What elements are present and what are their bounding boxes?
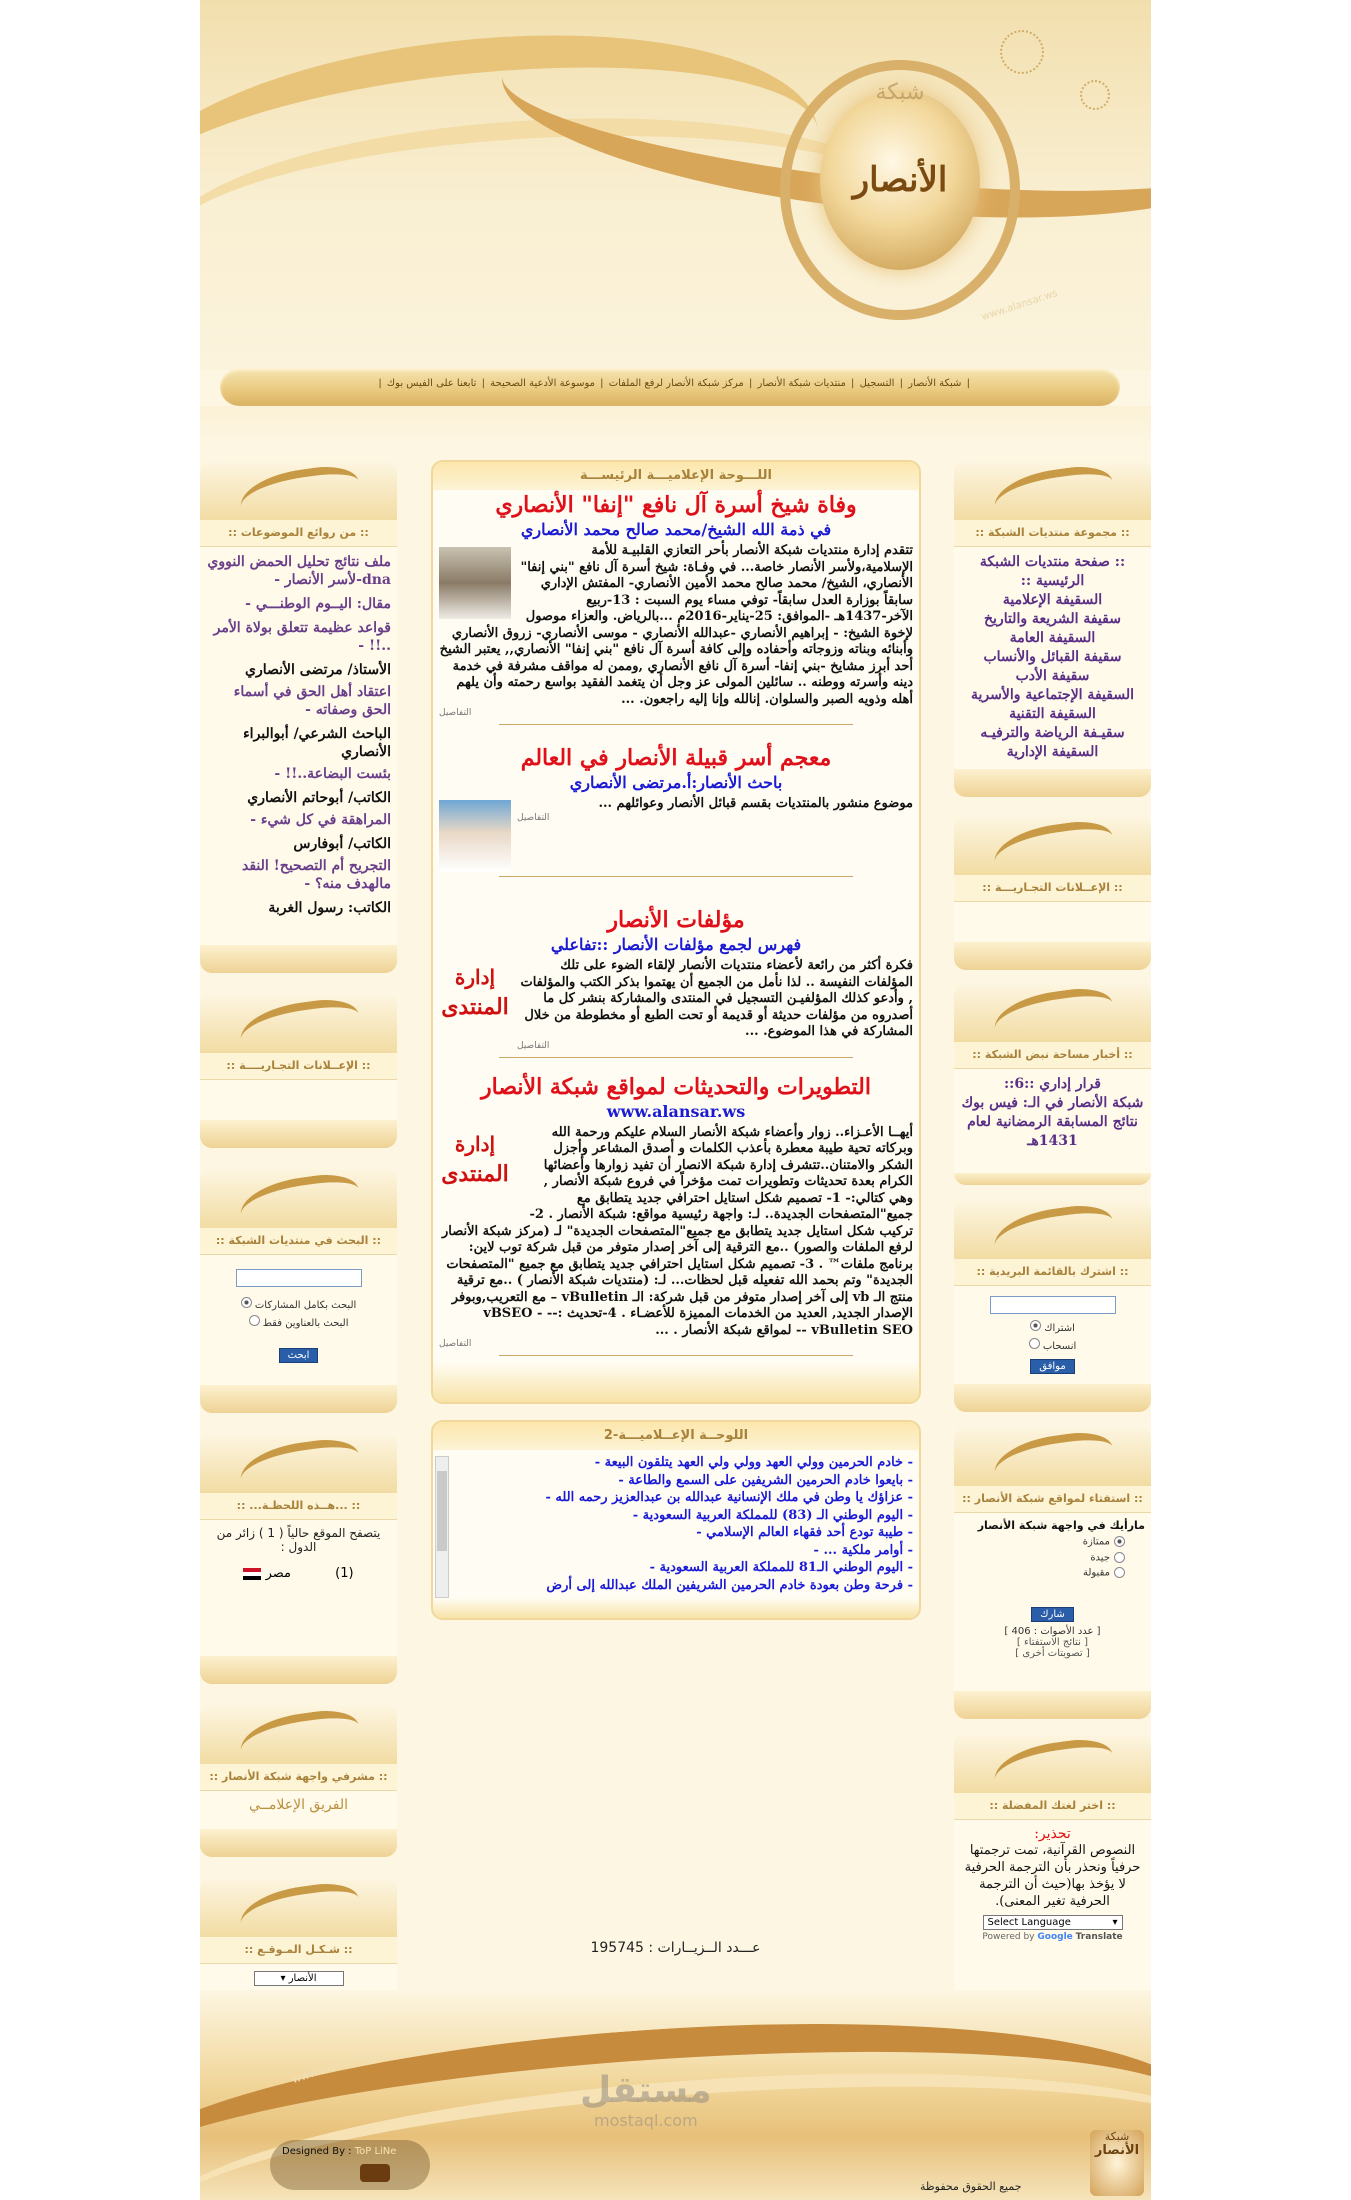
article-subtitle: www.alansar.ws	[606, 1101, 746, 1121]
badge-line: المنتدى	[441, 1160, 509, 1187]
nav-link[interactable]: موسوعة الأدعية الصحيحة	[490, 378, 595, 389]
news-item[interactable]: - اليوم الوطني الـ (83) للمملكة العربية السعودية -	[632, 1507, 913, 1523]
forum-link[interactable]: السقيفة الإجتماعية والأسرية	[971, 687, 1134, 703]
supervisors-box	[200, 1704, 397, 1857]
article-title[interactable]: معجم أسر قبيلة الأنصار في العالم	[520, 745, 832, 771]
now-line: يتصفح الموقع حالياً ( 1 ) زائر من الدول :	[216, 1526, 381, 1554]
article-body: فكرة أكثر من رائعة لأعضاء منتديات الأنصار لإلقاء الضوء على تلك المؤلفات النفيسة .. لذا نأمل من الجميع أن يهتموا بذكر الكتب والمؤلفات , وأدعو كذلك المؤلفيـن التسجيل في المنتدى والمشاركة بنشر كل ما أصدروه من مؤلفات حديثة أو قديمة أو تحت الطبع أو مخطوطة من خلال المشاركة في هذا الموضوع. ...	[520, 958, 913, 1039]
nav-link[interactable]: تابعنا على الفيس بوك	[386, 378, 477, 389]
designed-by-label: Designed By :	[282, 2146, 352, 2157]
forums-box	[954, 460, 1151, 797]
forum-link[interactable]: سقيـفة الرياضة والترفيـه	[980, 725, 1125, 741]
search-title: :: البحث في منتديات الشبكة ::	[200, 1228, 397, 1255]
warning-label: تحذير:	[1034, 1826, 1071, 1842]
article-body: أيهــا الأعـزاء.. زوار وأعضاء شبكة الأنصار السلام عليكم ورحمة الله وبركاته تحية طيبة معطرة بأعذب الكلمات و أصدق المشاعر وأجزل الشكر والامتنان..تتشرف إدارة شبكة الانصار أن تفيد زوارها وأعضائها الكرام بعدة تحديثات وتطويرات تمت مؤخراً في فروع شبكة الأنصار , وهي كتالي:- 1- تصميم شكل استايل احترافي جديد يتطابق مع جميع"المتصفحات الجديدة.. لـ: واجهة رئيسية مواقع: شبكة الأنصار . 2- تركيب شكل استايل جديد يتطابق مع جميع"المتصفحات الجديدة" لـ (مركز شبكة الأنصار لرفع الملفات والصور) ..مع الترقية إلى آخر إصدار متوفر من قبل شركة توب لاين: برنامج ملفات™ . 3- تصميم شكل استايل احترافي جديد يتطابق مع جميع "المتصفحات الجديدة" وتم بحمد الله تفعيله قبل لحظات... لـ: (منتديات شبكة الأنصار ) ..مع ترقية منتج الـ vb إلى آخر إصدار متوفر من قبل شركة: الـ vBulletin – مع التعريب,وبوفر الإصدار الجديد, العديد من الخدمات المميزة للأعضـاء . 4-تحديث :-- vBSEO - vBulletin SEO -- لمواقع شبكة الأنصار . ...	[441, 1124, 913, 1338]
forum-link[interactable]: :: صفحة منتديات الشبكة الرئيسية ::	[979, 554, 1126, 589]
forum-link[interactable]: السقيفة العامة	[1009, 630, 1096, 646]
logo[interactable]	[820, 80, 980, 270]
search-option-full: البحث بكامل المشاركات	[254, 1300, 357, 1311]
logo-big-text: الأنصار	[852, 160, 948, 200]
badge-line: إدارة	[454, 965, 496, 989]
mail-submit-button[interactable]: موافق	[1030, 1359, 1074, 1374]
article-4	[433, 1072, 919, 1363]
header-watermark: www.alansar.ws	[980, 288, 1060, 323]
poll-other-link[interactable]: [ تصويتات أخرى ]	[1015, 1647, 1090, 1659]
unsubscribe-label: انسحاب	[1042, 1341, 1077, 1352]
subscribe-label: اشتراك	[1044, 1323, 1075, 1334]
badge-line: المنتدى	[441, 994, 509, 1020]
poll-option	[960, 1536, 1125, 1548]
article-subtitle: فهرس لجمع مؤلفات الأنصار ::تفاعلي	[550, 935, 802, 954]
poll-results-link[interactable]: [ نتائج الاستفتاء ]	[1016, 1636, 1089, 1648]
treasures-box	[200, 460, 397, 973]
footer	[200, 1990, 1151, 2200]
mostaql-text: مستقل	[580, 2070, 712, 2111]
forums-title: :: مجموعة منتديات الشبكة ::	[954, 520, 1151, 547]
poll-vote-button[interactable]: شارك	[1031, 1607, 1074, 1622]
scrollbar[interactable]	[435, 1456, 449, 1598]
google-logo: Google	[1037, 1932, 1073, 1942]
poll-radio[interactable]	[1114, 1552, 1125, 1563]
treasure-link[interactable]: التجريح أم التصحيح! النقد مالهدف منه؟ -	[241, 858, 391, 892]
left-column	[200, 460, 397, 2048]
right-ads-box	[954, 815, 1151, 970]
treasure-link[interactable]: قواعد عظيمة تتعلق بولاة الأمر ..!! -	[213, 620, 391, 654]
poll-option-label: مقبولة	[1082, 1567, 1110, 1579]
forum-link[interactable]: السقيفة الإدارية	[1006, 744, 1099, 760]
copyright: جميع الحقوق محفوظة	[920, 2180, 1022, 2193]
article-body: تتقدم إدارة منتديات شبكة الأنصار بأحر التعازي القلبيـة للأمة الإسلامية،ولأسر الأنصار خاصة... في وفـاة: شيخ أسرة آل نافع "بني إنفا" الأنصاري، الشيخ/ محمد صالح محمد الأمين الأنصاري- المفتش الإداري سابقاً بوزارة العدل سابقاً- توفي مساء يوم السبت : 13-ربيع الآخر-1437هـ -الموافق: 25-يناير-2016م ...بالرياض. والعزاء موصول لإخوة الشيخ: - إبراهيم الأنصاري -عبدالله الأنصاري - موسى الأنصاري- زروق الأنصاري وأبنائه وبناته وزوجاته وأحفاده وإلى كافة أسرة آل نافع "بني إنفا" الأنصاري,, يعتبر الشيخ أحد أبرز مشايخ -بني إنفا- أسرة آل نافع الأنصاري ,وممن له مواقف مشرفة في خدمة دينه وأسرته ووطنه .. سائلين المولى عز وجل أن يتغمد الفقيد بواسع رحمته وأن يلهم أهله وذويه الصبر والسلوان. إنالله وإنا إليه راجعون. ...	[439, 543, 913, 707]
nav-link[interactable]: مركز شبكة الأنصار لرفع الملفات	[608, 378, 744, 389]
poll-options	[960, 1536, 1125, 1579]
left-ads-title: :: الإعــلانات التجـاريــــة ::	[200, 1053, 397, 1080]
treasure-author: الأستاذ/ مرتضى الأنصاري	[244, 662, 391, 678]
theme-title: :: شـكـل المـوقـع ::	[200, 1937, 397, 1964]
ornament	[1000, 30, 1044, 74]
search-button[interactable]: ابحث	[279, 1348, 319, 1363]
treasure-link[interactable]: مقال: اليــوم الوطنـــي -	[245, 596, 391, 612]
supervisors-title: :: مشرفي واجهة شبكة الأنصار ::	[200, 1764, 397, 1791]
article-subtitle: في ذمة الله الشيخ/محمد صالح محمد الأنصاري	[520, 520, 832, 539]
radio-subscribe[interactable]	[1030, 1320, 1041, 1331]
article-title[interactable]: وفاة شيخ أسرة آل نافع "إنفا" الأنصاري	[495, 492, 857, 518]
poll-option-label: ممتازة	[1082, 1536, 1110, 1548]
language-select[interactable]	[983, 1915, 1123, 1930]
details-link[interactable]: التفاصيل	[517, 812, 550, 823]
forum-link[interactable]: السقيفة التقنية	[1009, 706, 1096, 722]
poll-option-label: جيدة	[1090, 1552, 1110, 1563]
poll-option	[960, 1552, 1125, 1564]
treasure-link[interactable]: المراهقة في كل شيء -	[250, 812, 391, 828]
article-2	[433, 743, 919, 883]
topline-logo-icon[interactable]	[360, 2164, 390, 2182]
poll-radio[interactable]	[1114, 1567, 1125, 1578]
news-item[interactable]: - خادم الحرمين وولي العهد وولي ولي العهد يتلقون البيعة -	[594, 1455, 913, 1470]
warning-text: النصوص القرآنية، تمت ترجمتها حرفياً ونحذر بأن الترجمة الحرفية لا يؤخذ بها(حيث أن الترجمة الحرفية تغير المعنى).	[964, 1843, 1141, 1909]
visitor-count: (1)	[335, 1566, 354, 1581]
news-item[interactable]: - طيبة تودع أحد فقهاء العالم الإسلامي -	[696, 1525, 913, 1540]
nav-link[interactable]: التسجيل	[859, 378, 895, 389]
translate-link[interactable]: Translate	[1075, 1932, 1123, 1942]
dropdown-arrow-icon: ▾	[280, 1973, 286, 1984]
language-selected: Select Language	[987, 1917, 1071, 1928]
pulse-news-title: :: أخبار مساحة نبض الشبكة ::	[954, 1042, 1151, 1069]
nav-links: | شبكة الأنصار | التسجيل | منتديات شبكة الأنصار | مركز شبكة الأنصار لرفع الملفات | موسوعة الأدعية الصحيحة | تابعنا على الفيس بوك |	[378, 378, 970, 389]
media-team-link[interactable]: الفريق الإعلامــي	[249, 1797, 348, 1813]
article-title[interactable]: مؤلفات الأنصار	[607, 907, 745, 933]
poll-votes: [ عدد الأصوات : 406 ]	[1004, 1625, 1101, 1637]
theme-select[interactable]	[254, 1971, 344, 1986]
treasure-author: الكاتب: رسول الغربة	[268, 900, 391, 916]
powered-by: Powered by	[982, 1932, 1035, 1942]
news-item[interactable]: - أوامر ملكية ... -	[813, 1542, 913, 1558]
search-input[interactable]	[236, 1269, 362, 1287]
badge-line: إدارة	[454, 1131, 496, 1156]
forum-link[interactable]: سقيفة الشريعة والتاريخ	[984, 611, 1121, 627]
nav-link[interactable]: منتديات شبكة الأنصار	[757, 378, 846, 389]
treasure-author: الكاتب/ أبوحاتم الأنصاري	[247, 790, 391, 806]
pulse-news-link[interactable]: نتائج المسابقة الرمضانية لعام 1431هـ	[967, 1114, 1138, 1149]
egypt-flag-icon	[243, 1568, 261, 1580]
forums-list	[954, 547, 1151, 769]
forum-link[interactable]: سقيفة القبائل والأنساب	[983, 649, 1122, 665]
mostaql-watermark	[580, 2070, 712, 2130]
board-2	[431, 1420, 921, 1620]
visit-counter: عـــدد الــزيــارات : 195745	[590, 1940, 761, 1956]
pulse-news-link[interactable]: قرار إداري ::6::	[1004, 1076, 1101, 1092]
forum-link[interactable]: السقيفة الإعلامية	[1002, 592, 1103, 608]
footer-logo-big: الأنصار	[1094, 2143, 1140, 2158]
pulse-news-box	[954, 982, 1151, 1185]
article-body: موضوع منشور بالمنتديات بقسم قبائل الأنصار وعوائلهم ...	[598, 796, 913, 811]
treasures-title: :: من روائع الموضوعات ::	[200, 520, 397, 547]
now-box	[200, 1433, 397, 1684]
details-link[interactable]: التفاصيل	[517, 1040, 550, 1051]
designer-name[interactable]: ToP LiNe	[354, 2146, 397, 2157]
header-banner	[200, 0, 1151, 370]
article-subtitle: باحث الأنصار:أ.مرتضى الأنصاري	[569, 773, 783, 792]
left-ads-box	[200, 993, 397, 1148]
language-title: :: اختر لغتك المفضلة ::	[954, 1793, 1151, 1820]
center-column	[431, 460, 921, 1620]
radio-unsubscribe[interactable]	[1029, 1338, 1040, 1349]
nav-link[interactable]: شبكة الأنصار	[908, 378, 962, 389]
news-item[interactable]: - اليوم الوطني الـ81 للمملكة العربية السعودية -	[649, 1560, 913, 1575]
email-field[interactable]	[990, 1296, 1116, 1314]
poll-box	[954, 1426, 1151, 1719]
details-link[interactable]: التفاصيل	[439, 708, 472, 718]
news-item[interactable]: - فرحة وطن بعودة خادم الحرمين الشريفين الملك عبدالله إلى أرض	[546, 1577, 913, 1593]
poll-option	[960, 1567, 1125, 1579]
search-box	[200, 1168, 397, 1413]
treasure-author: الباحث الشرعي/ أبوالبراء الأنصاري	[243, 726, 391, 760]
pulse-news-list	[954, 1069, 1151, 1173]
now-title: :: ...هــذه اللحظـة... ::	[200, 1493, 397, 1520]
details-link[interactable]: التفاصيل	[439, 1339, 472, 1349]
treasure-link[interactable]: بئست البضاعة..!! -	[274, 766, 391, 782]
poll-radio[interactable]	[1114, 1536, 1125, 1547]
footer-logo-small: شبكة	[1104, 2130, 1130, 2143]
dropdown-arrow-icon: ▾	[1112, 1917, 1118, 1928]
logo-small-text: شبكة	[875, 80, 925, 105]
right-ads-title: :: الإعــلانات التجـاريـــة ::	[954, 875, 1151, 902]
main-board	[431, 460, 921, 1404]
right-column	[954, 460, 1151, 2038]
main-nav	[220, 368, 1120, 406]
mailing-title: :: اشترك بالقائمة البريدية ::	[954, 1259, 1151, 1286]
article-1	[433, 490, 919, 731]
sheikh-photo	[439, 547, 511, 619]
language-box	[954, 1733, 1151, 2018]
theme-selected: الأنصار	[288, 1973, 317, 1984]
researcher-photo	[439, 800, 511, 872]
mailing-box	[954, 1199, 1151, 1412]
country-name: مصر	[265, 1566, 291, 1581]
board-2-title: اللوحــة الإعــلاميـــة-2	[433, 1422, 919, 1450]
search-option-titles: البحث بالعناوين فقط	[262, 1318, 349, 1329]
treasure-author: الكاتب/ أبوفارس	[293, 836, 391, 852]
article-3	[433, 905, 919, 1064]
treasure-link[interactable]: اعتقاد أهل الحق في أسماء الحق وصفاته -	[233, 684, 391, 718]
treasure-link[interactable]: ملف نتائج تحليل الحمض النووي dna-لأسر الأنصار -	[207, 554, 391, 588]
poll-question: مارأيك في واجهة شبكة الأنصار	[977, 1519, 1145, 1532]
poll-title: :: استفتاء لمواقع شبكة الأنصار ::	[954, 1486, 1151, 1513]
page	[200, 0, 1151, 2200]
radio-full[interactable]	[241, 1297, 252, 1308]
footer-watermark: www.alansar.ws	[290, 2046, 378, 2087]
news-item[interactable]: - عزاؤك يا وطن في ملك الإنسانية عبدالله بن عبدالعزيز رحمه الله -	[545, 1490, 913, 1505]
article-title[interactable]: التطويرات والتحديثات لمواقع شبكة الأنصار	[481, 1073, 871, 1100]
footer-logo[interactable]	[1090, 2130, 1144, 2196]
mostaql-url: mostaql.com	[594, 2111, 698, 2130]
news-item[interactable]: - بايعوا خادم الحرمين الشريفين على السمع والطاعة -	[618, 1472, 913, 1488]
pulse-news-link[interactable]: شبكة الأنصار في الـ: فيس بوك	[961, 1095, 1144, 1111]
nav-shadow	[200, 406, 1151, 446]
main-board-title: اللـــوحة الإعلاميـــة الرئيســـة	[433, 462, 919, 490]
radio-titles[interactable]	[249, 1315, 260, 1326]
ornament	[1080, 80, 1110, 110]
news-ticker[interactable]	[433, 1450, 919, 1598]
forum-admin-badge	[439, 962, 511, 1038]
forum-link[interactable]: سقيفة الأدب	[1015, 668, 1090, 684]
treasures-list	[200, 547, 397, 945]
forum-admin-badge	[439, 1129, 511, 1205]
